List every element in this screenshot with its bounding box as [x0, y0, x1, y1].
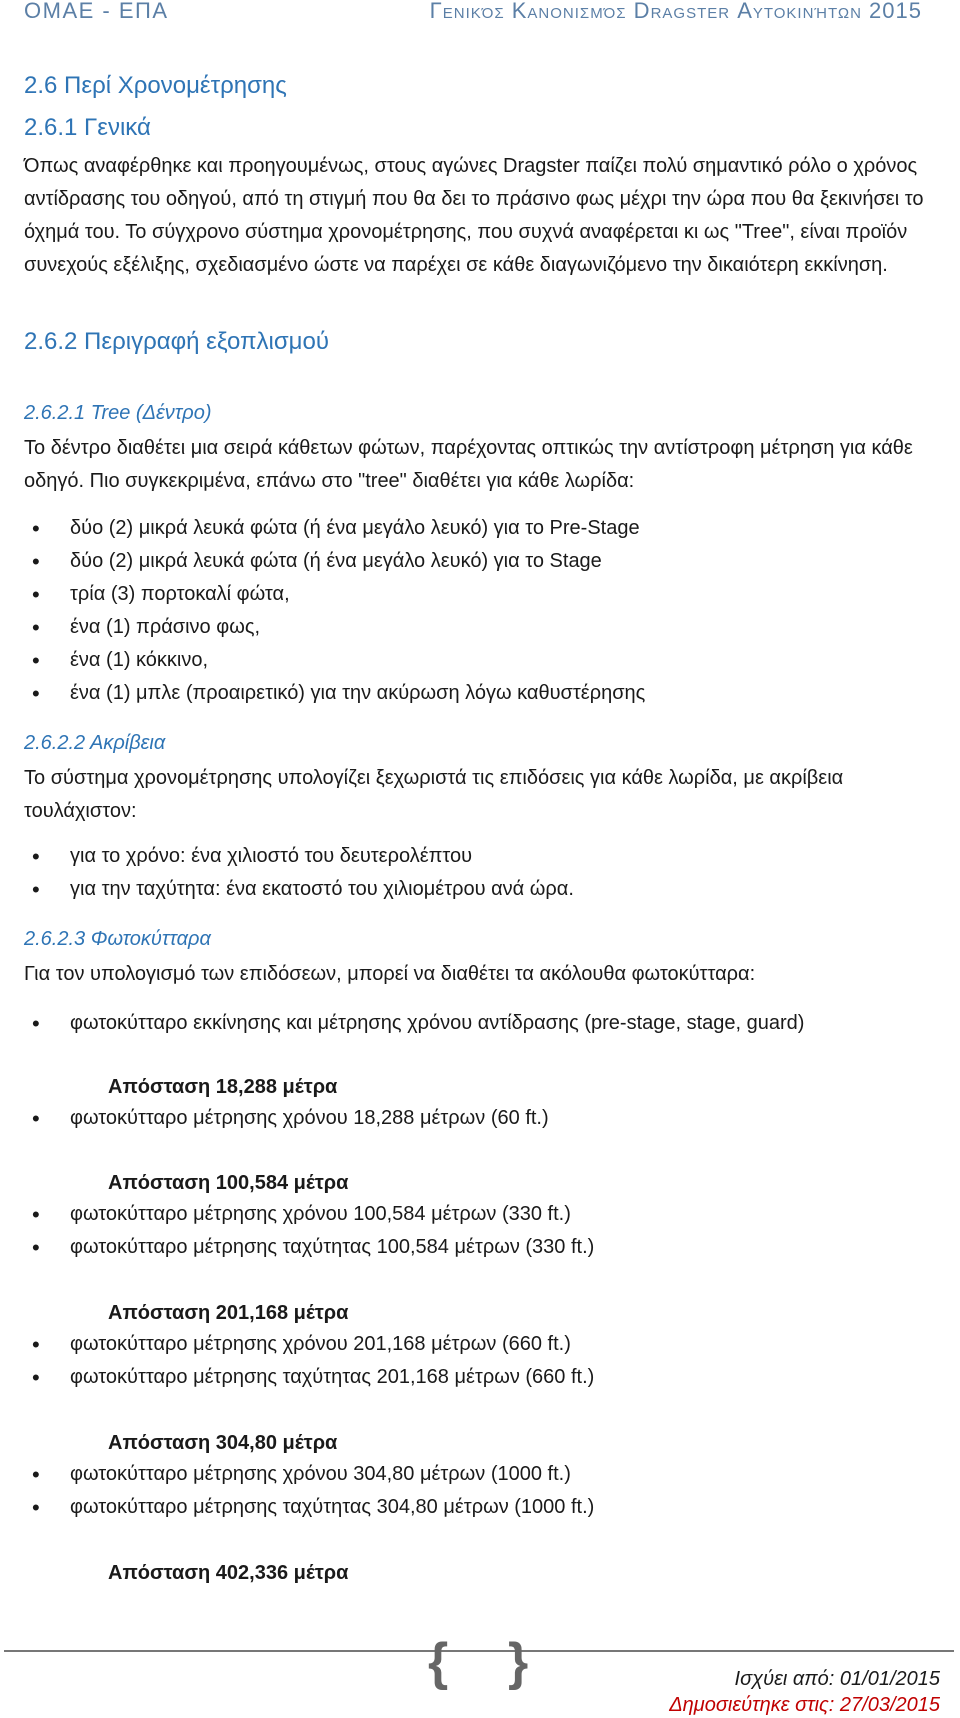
list-item: • για το χρόνο: ένα χιλιοστό του δευτερολέπτου [70, 840, 472, 873]
list-item: • δύο (2) μικρά λευκά φώτα (ή ένα μεγάλο λευκό) για το Pre-Stage [70, 512, 640, 545]
list-item: • φωτοκύτταρο εκκίνησης και μέτρησης χρόνου αντίδρασης (pre-stage, stage, guard) [70, 1007, 804, 1040]
list-item: • φωτοκύτταρο μέτρησης χρόνου 18,288 μέτρων (60 ft.) [70, 1102, 549, 1135]
list-item: • φωτοκύτταρο μέτρησης χρόνου 201,168 μέτρων (660 ft.) [70, 1328, 571, 1361]
list-item: • φωτοκύτταρο μέτρησης ταχύτητας 100,584 μέτρων (330 ft.) [70, 1231, 594, 1264]
tree-paragraph: Το δέντρο διαθέτει μια σειρά κάθετων φώτων, παρέχοντας οπτικώς την αντίστροφη μέτρηση για κάθε οδηγό. Πιο συγκεκριμένα, επάνω στο "tree" διαθέτει για κάθε λωρίδα: [24, 437, 913, 492]
general-paragraph: Όπως αναφέρθηκε και προηγουμένως, στους αγώνες Dragster παίζει πολύ σημαντικό ρόλο ο χρόνος αντίδρασης του οδηγού, από τη στιγμή που θα δει το πράσινο φως μέχρι την ώρα που θα ξεκινήσει το όχημά του. Το σύγχρονο σύστημα χρονομέτρησης, που συχνά αναφέρεται κι ως "Tree", είναι προϊόν συνεχούς εξέλιξης, σχεδιασμένο ώστε να παρέχει σε κάθε διαγωνιζόμενο την δικαιότερη εκκίνηση. [24, 155, 924, 276]
list-item: • ένα (1) πράσινο φως, [70, 611, 260, 644]
distance-label: Απόσταση 402,336 μέτρα [108, 1562, 349, 1584]
tree-title: 2.6.2.1 Tree (Δέντρο) [24, 402, 212, 424]
header-organization: ΟΜΑΕ - ΕΠΑ [24, 0, 169, 23]
list-item: • ένα (1) κόκκινο, [70, 644, 208, 677]
list-item: • τρία (3) πορτοκαλί φώτα, [70, 578, 290, 611]
page-header [24, 0, 936, 30]
section-title: 2.6 Περί Χρονομέτρησης [24, 72, 287, 99]
left-brace-icon: { [428, 1633, 449, 1691]
photocell-paragraph: Για τον υπολογισμό των επιδόσεων, μπορεί να διαθέτει τα ακόλουθα φωτοκύτταρα: [24, 963, 756, 985]
accuracy-paragraph: Το σύστημα χρονομέτρησης υπολογίζει ξεχωριστά τις επιδόσεις για κάθε λωρίδα, με ακρίβεια τουλάχιστον: [24, 767, 844, 822]
equipment-title: 2.6.2 Περιγραφή εξοπλισμού [24, 328, 329, 355]
photocell-title: 2.6.2.3 Φωτοκύτταρα [24, 928, 211, 950]
distance-label: Απόσταση 304,80 μέτρα [108, 1432, 338, 1454]
list-item: • δύο (2) μικρά λευκά φώτα (ή ένα μεγάλο λευκό) για το Stage [70, 545, 602, 578]
list-item: • φωτοκύτταρο μέτρησης ταχύτητας 304,80 μέτρων (1000 ft.) [70, 1491, 594, 1524]
distance-label: Απόσταση 18,288 μέτρα [108, 1076, 338, 1098]
list-item: • φωτοκύτταρο μέτρησης ταχύτητας 201,168 μέτρων (660 ft.) [70, 1361, 594, 1394]
general-title: 2.6.1 Γενικά [24, 114, 151, 141]
footer-valid-from: Ισχύει από: 01/01/2015 [734, 1668, 940, 1690]
distance-label: Απόσταση 100,584 μέτρα [108, 1172, 349, 1194]
list-item: • ένα (1) μπλε (προαιρετικό) για την ακύρωση λόγω καθυστέρησης [70, 677, 645, 710]
list-item: • φωτοκύτταρο μέτρησης χρόνου 304,80 μέτρων (1000 ft.) [70, 1458, 571, 1491]
list-item: • φωτοκύτταρο μέτρησης χρόνου 100,584 μέτρων (330 ft.) [70, 1198, 571, 1231]
header-document-title: Γενικός Κανονισμός Dragster Αυτοκινήτων 2015 [429, 0, 922, 23]
distance-label: Απόσταση 201,168 μέτρα [108, 1302, 349, 1324]
list-item: • για την ταχύτητα: ένα εκατοστό του χιλιομέτρου ανά ώρα. [70, 873, 574, 906]
right-brace-icon: } [508, 1633, 529, 1691]
footer-divider [4, 1650, 954, 1652]
footer-published: Δημοσιεύτηκε στις: 27/03/2015 [669, 1694, 940, 1716]
accuracy-title: 2.6.2.2 Ακρίβεια [24, 732, 166, 754]
